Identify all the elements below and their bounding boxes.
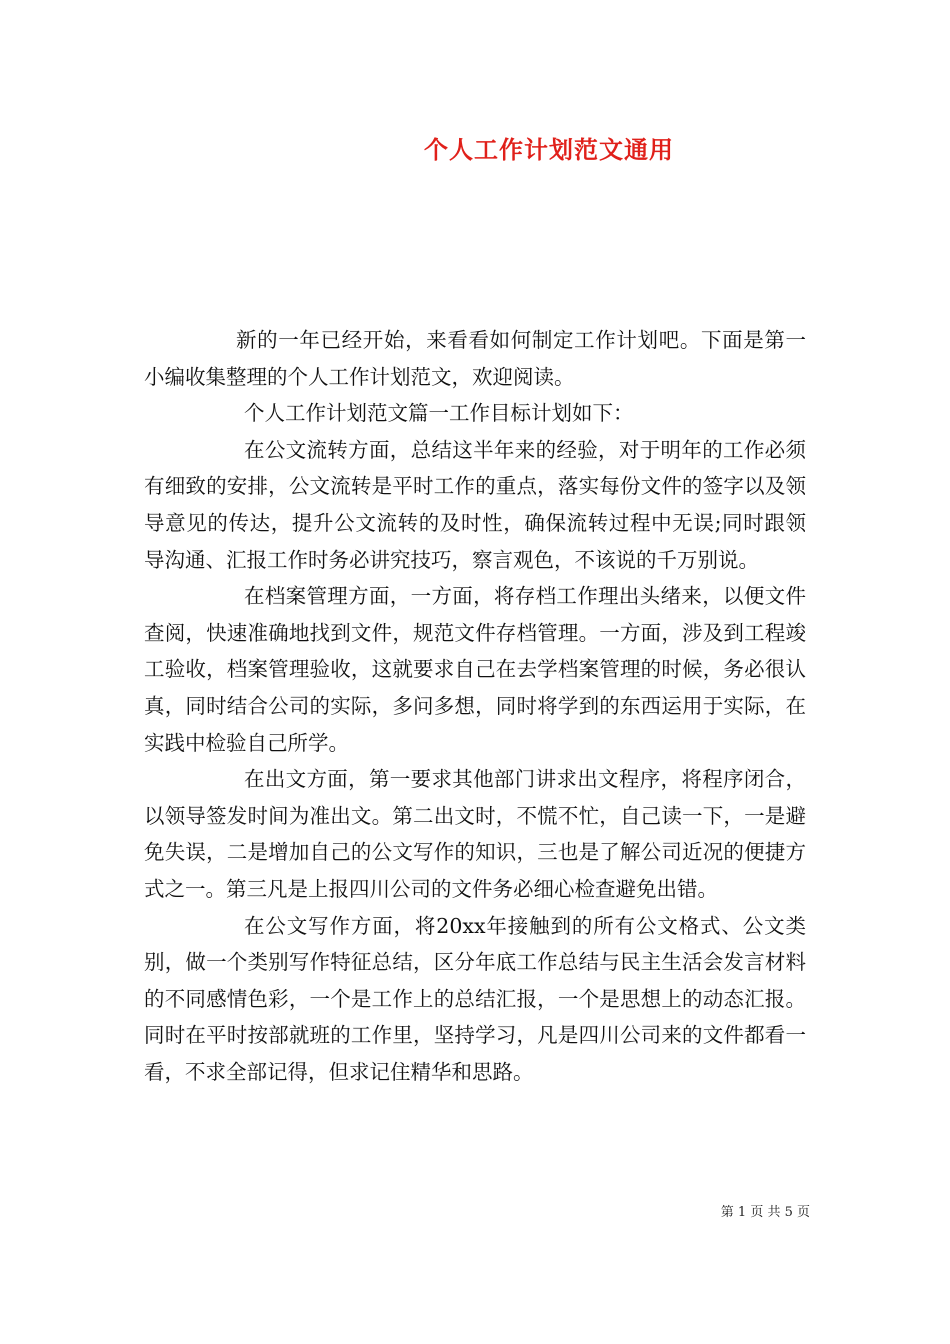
document-title-text: 个人工作计划范文通用 (424, 135, 674, 164)
paragraph-document-writing: 在公文写作方面，将20xx年接触到的所有公文格式、公文类别，做一个类别写作特征总结，区分年底工作总结与民主生活会发言材料的不同感情色彩，一个是工作上的总结汇报，一个是思想上的动态汇报。同时在平时按部就班的工作里，坚持学习，凡是四川公司来的文件都看一看，不求全部记得，但求记住精华和思路。 (144, 913, 806, 1084)
page-number-footer: 第 1 页 共 5 页 (720, 1205, 810, 1220)
paragraph-section-heading: 个人工作计划范文篇一工作目标计划如下： (244, 401, 634, 426)
paragraph-document-flow: 在公文流转方面，总结这半年来的经验，对于明年的工作必须有细致的安排，公文流转是平时工作的重点，落实每份文件的签字以及领导意见的传达，提升公文流转的及时性，确保流转过程中无误;同时跟领导沟通、汇报工作时务必讲究技巧，察言观色，不该说的千万别说。 (144, 437, 806, 572)
paragraph-document-issuing: 在出文方面，第一要求其他部门讲求出文程序，将程序闭合，以领导签发时间为准出文。第二出文时，不慌不忙，自己读一下，一是避免失误，二是增加自己的公文写作的知识，三也是了解公司近况的便捷方式之一。第三凡是上报四川公司的文件务必细心检查避免出错。 (144, 767, 806, 901)
paragraph-archive-management: 在档案管理方面，一方面，将存档工作理出头绪来，以便文件查阅，快速准确地找到文件，规范文件存档管理。一方面，涉及到工程竣工验收，档案管理验收，这就要求自己在去学档案管理的时候，务必很认真，同时结合公司的实际，多问多想，同时将学到的东西运用于实际，在实践中检验自己所学。 (144, 584, 806, 755)
document-title (0, 132, 950, 168)
paragraph-intro: 新的一年已经开始，来看看如何制定工作计划吧。下面是第一小编收集整理的个人工作计划范文，欢迎阅读。 (144, 328, 806, 389)
document-body (144, 322, 806, 1090)
